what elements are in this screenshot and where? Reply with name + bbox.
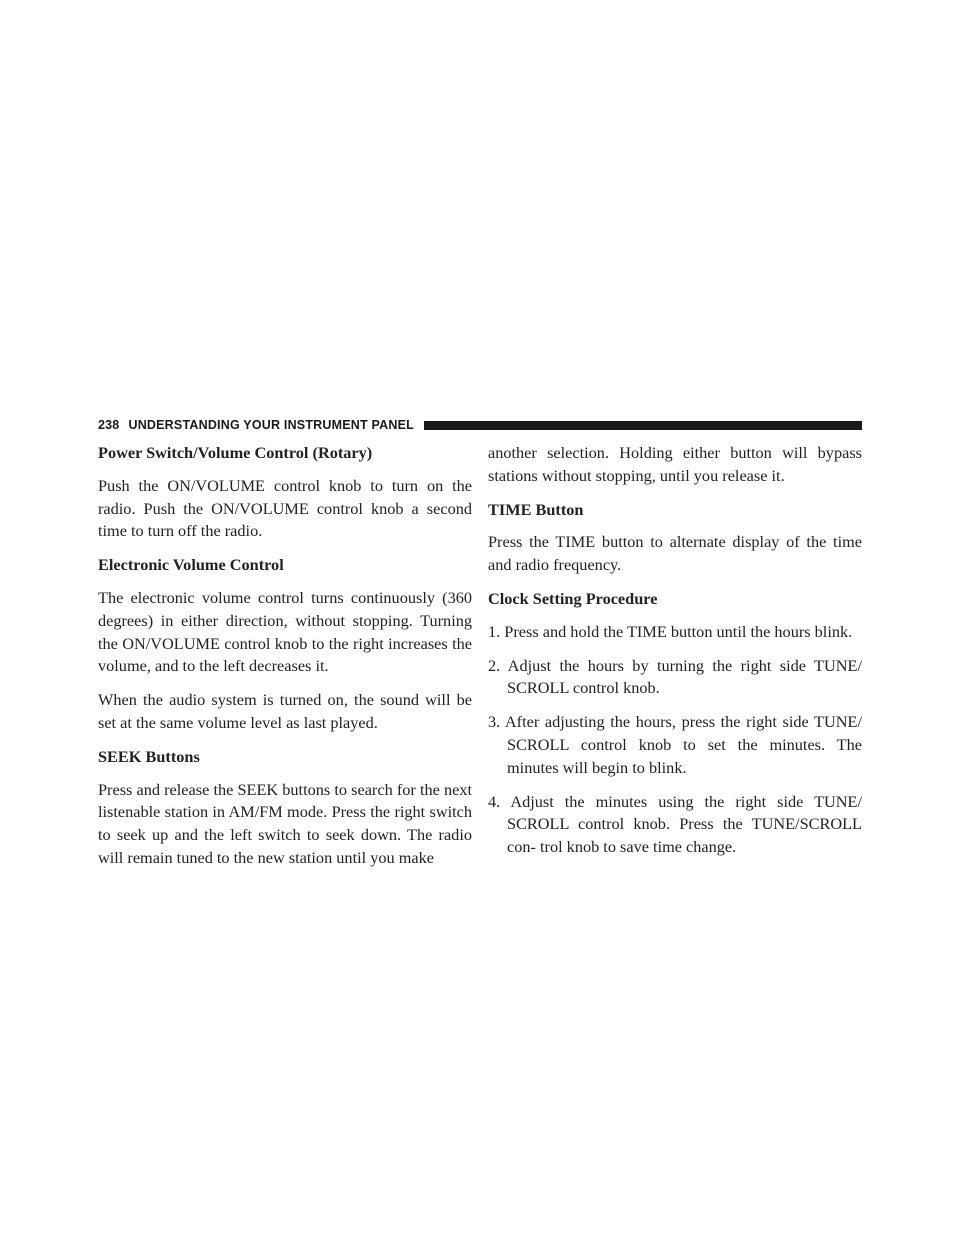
volume-memory-text: When the audio system is turned on, the sound will be set at the same volume level as last played. [98,690,472,732]
clock-step-2: 2. Adjust the hours by turning the right side TUNE/ SCROLL control knob. [488,655,862,698]
clock-step-3: 3. After adjusting the hours, press the right side TUNE/ SCROLL control knob to set the minutes. The minutes will begin to blink. [488,712,862,777]
electronic-volume-text: The electronic volume control turns continuously (360 degrees) in either direction, without stopping. Turning the ON/VOLUME control knob to the right increases the volume, and to the left decreases it. [98,587,472,676]
page-header [98,417,862,433]
section-title: UNDERSTANDING YOUR INSTRUMENT PANEL [128,418,414,432]
page-number: 238 [98,418,120,432]
left-column [98,442,472,881]
time-button-text: Press the TIME button to alternate display of the time and radio frequency. [488,532,862,575]
clock-setting-steps [488,621,862,859]
right-column [488,442,862,870]
clock-setting-heading: Clock Setting Procedure [488,588,658,608]
time-button-heading: TIME Button [488,499,584,519]
seek-buttons-continuation: another selection. Holding either button will bypass stations without stopping, until you release it. [488,443,862,485]
clock-step-4: 4. Adjust the minutes using the right side TUNE/ SCROLL control knob. Press the TUNE/SCROLL con- trol knob to save time change. [488,791,862,857]
seek-buttons-text: Press and release the SEEK buttons to search for the next listenable station in AM/FM mode. Press the right switch to seek up and the left switch to seek down. The radio will remain tuned to the new station until you make [98,779,472,867]
electronic-volume-heading: Electronic Volume Control [98,555,284,575]
power-switch-text: Push the ON/VOLUME control knob to turn on the radio. Push the ON/VOLUME control knob a second time to turn off the radio. [98,475,472,541]
header-rule [424,421,862,430]
clock-step-1: 1. Press and hold the TIME button until the hours blink. [488,621,853,641]
seek-buttons-heading: SEEK Buttons [98,746,200,766]
power-switch-heading: Power Switch/Volume Control (Rotary) [98,443,373,462]
